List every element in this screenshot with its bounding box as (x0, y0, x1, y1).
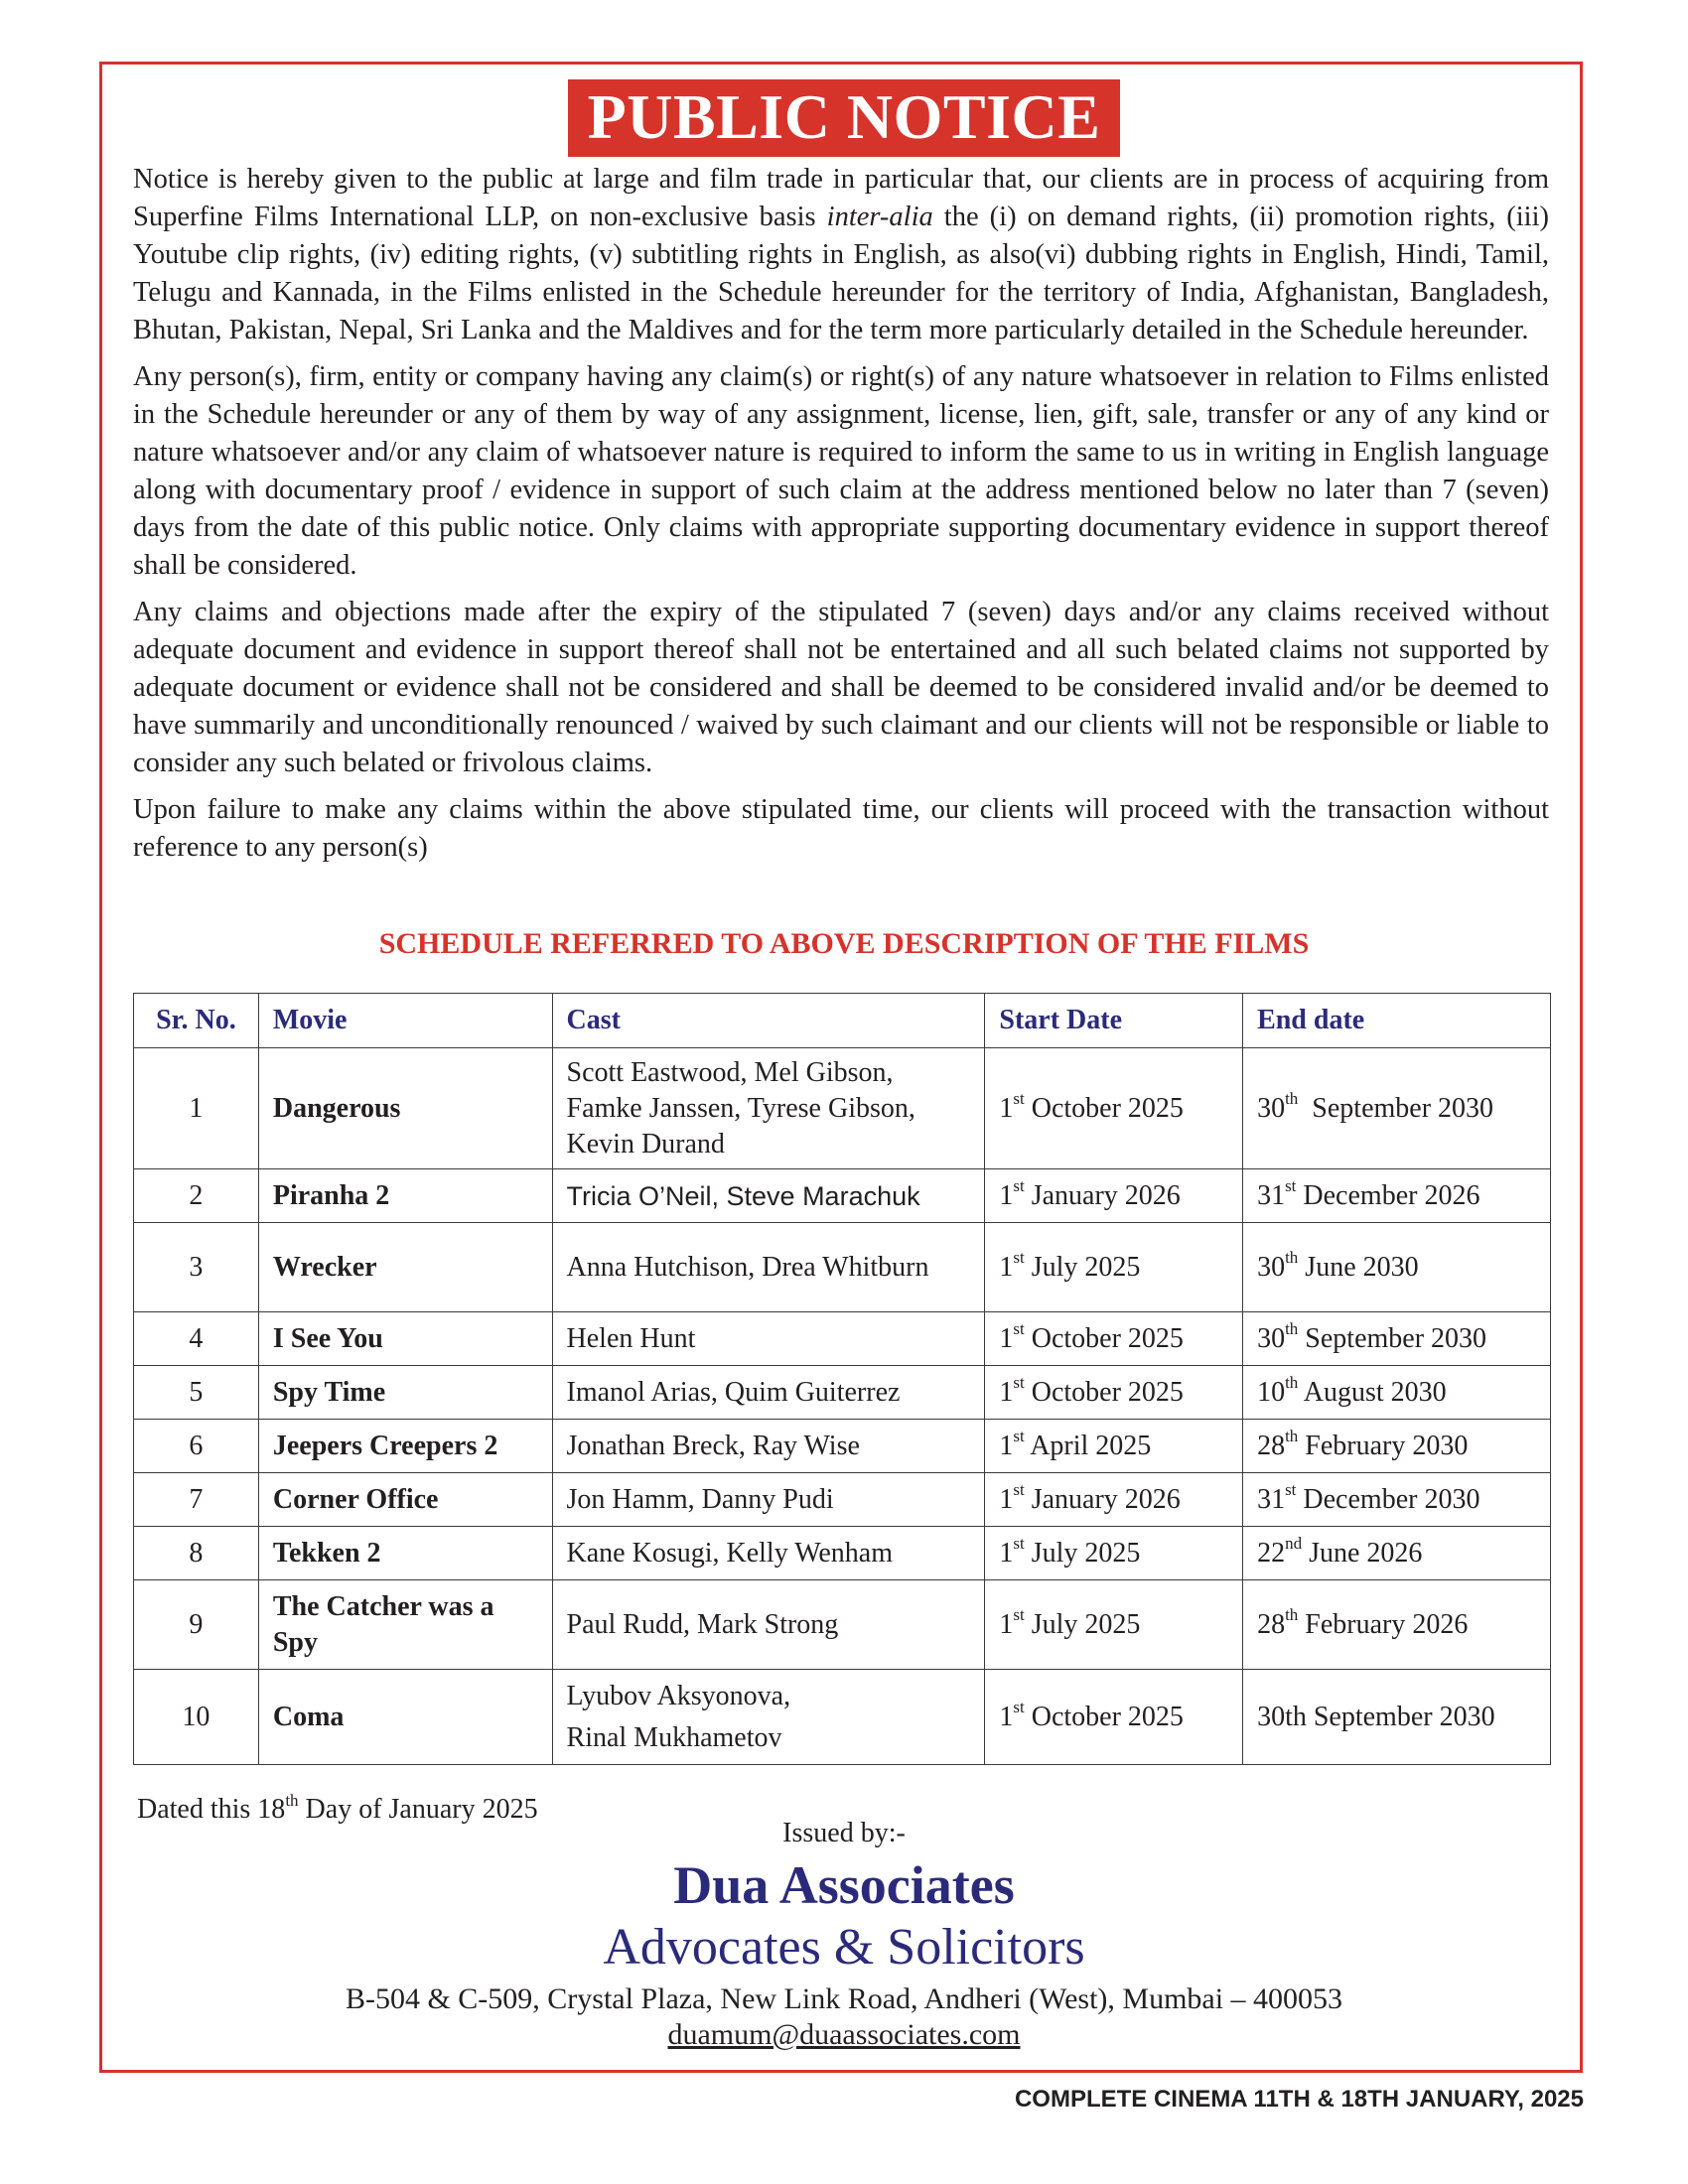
notice-body (133, 161, 1549, 876)
paragraph-1-text-b: the (i) on demand rights, (ii) promotion rights, (iii) Youtube clip rights, (iv) editing rights, (v) subtitling rights in English, as also(vi) dubbing rights in English, Hindi, Tamil, Telugu and Kannada, in the Films enlisted in the Schedule hereunder for the territory of India, Afghanistan, Bangladesh, Bhutan, Pakistan, Nepal, Sri Lanka and the Maldives and for the term more particularly detailed in the Schedule hereunder. (133, 202, 1549, 345)
start-date-cell: 1st January 2026 (985, 1169, 1243, 1223)
table-row (134, 1670, 1551, 1765)
publication-footer: COMPLETE CINEMA 11TH & 18TH JANUARY, 2025 (1014, 2086, 1584, 2113)
sr-no-cell: 9 (134, 1580, 259, 1670)
header-start-date: Start Date (985, 994, 1243, 1048)
firm-address: B-504 & C-509, Crystal Plaza, New Link Road, Andheri (West), Mumbai – 400053 (345, 1982, 1343, 2015)
paragraph-2: Any person(s), firm, entity or company having any claim(s) or right(s) of any nature whatsoever in relation to Films enlisted in the Schedule hereunder or any of them by way of any assignment, license, lien, gift, sale, transfer or any of any kind or nature whatsoever and/or any claim of whatsoever nature is required to inform the same to us in writing in English language along with documentary proof / evidence in support of such claim at the address mentioned below no later than 7 (seven) days from the date of this public notice. Only claims with appropriate supporting documentary evidence in support thereof shall be considered. (133, 361, 1549, 581)
firm-name: Dua Associates (673, 1855, 1015, 1915)
movie-cell: Spy Time (258, 1366, 552, 1420)
table-header-row (134, 994, 1551, 1048)
sr-no-cell: 3 (134, 1223, 259, 1312)
table-row (134, 1580, 1551, 1670)
end-date-cell: 28th February 2026 (1243, 1580, 1551, 1670)
cast-line-1: Lyubov Aksyonova, (566, 1680, 791, 1711)
table-row (134, 1048, 1551, 1169)
sr-no-cell: 5 (134, 1366, 259, 1420)
end-date-cell: 30th September 2030 (1243, 1312, 1551, 1366)
start-date-cell: 1st October 2025 (985, 1048, 1243, 1169)
table-row (134, 1420, 1551, 1473)
cast-cell: Anna Hutchison, Drea Whitburn (552, 1223, 985, 1312)
movie-cell: Piranha 2 (258, 1169, 552, 1223)
start-date-cell: 1st October 2025 (985, 1366, 1243, 1420)
paragraph-1-emphasis: inter-alia (826, 202, 933, 232)
movie-cell: The Catcher was a Spy (258, 1580, 552, 1670)
dated-line: Dated this 18th Day of January 2025 (137, 1790, 538, 1825)
movie-cell: Tekken 2 (258, 1527, 552, 1580)
films-table (133, 993, 1551, 1765)
movie-cell: Jeepers Creepers 2 (258, 1420, 552, 1473)
notice-title: PUBLIC NOTICE (568, 79, 1121, 157)
movie-cell: Wrecker (258, 1223, 552, 1312)
issued-by-label: Issued by:- (782, 1818, 906, 1848)
start-date-cell: 1st October 2025 (985, 1312, 1243, 1366)
end-date-cell: 30th September 2030 (1243, 1670, 1551, 1765)
paragraph-4: Upon failure to make any claims within the above stipulated time, our clients will proceed with the transaction without reference to any person(s) (133, 794, 1549, 863)
paragraph-1-text-a: Notice is hereby given to the public at large and film trade in particular that, our clients are in process of acquiring from Superfine Films International LLP, on non-exclusive basis (133, 164, 1549, 232)
header-movie: Movie (258, 994, 552, 1048)
end-date-cell: 10th August 2030 (1243, 1366, 1551, 1420)
start-date-cell: 1st July 2025 (985, 1223, 1243, 1312)
end-date-cell: 28th February 2030 (1243, 1420, 1551, 1473)
end-date-cell: 22nd June 2026 (1243, 1527, 1551, 1580)
table-row (134, 1312, 1551, 1366)
sr-no-cell: 4 (134, 1312, 259, 1366)
header-end-date: End date (1243, 994, 1551, 1048)
table-row (134, 1473, 1551, 1527)
cast-cell: Imanol Arias, Quim Guiterrez (552, 1366, 985, 1420)
sr-no-cell: 1 (134, 1048, 259, 1169)
cast-cell: Kane Kosugi, Kelly Wenham (552, 1527, 985, 1580)
sr-no-cell: 10 (134, 1670, 259, 1765)
cast-line-2: Rinal Mukhametov (566, 1721, 782, 1753)
paragraph-1 (133, 161, 1549, 349)
end-date-cell: 30th June 2030 (1243, 1223, 1551, 1312)
table-row (134, 1366, 1551, 1420)
header-sr-no: Sr. No. (134, 994, 259, 1048)
sr-no-cell: 7 (134, 1473, 259, 1527)
cast-cell: Jonathan Breck, Ray Wise (552, 1420, 985, 1473)
email-line (0, 2017, 1688, 2053)
table-row (134, 1169, 1551, 1223)
sr-no-cell: 8 (134, 1527, 259, 1580)
movie-cell: I See You (258, 1312, 552, 1366)
start-date-cell: 1st January 2026 (985, 1473, 1243, 1527)
cast-cell (552, 1670, 985, 1765)
end-date-cell: 31st December 2030 (1243, 1473, 1551, 1527)
cast-cell: Scott Eastwood, Mel Gibson, Famke Janssen, Tyrese Gibson, Kevin Durand (552, 1048, 985, 1169)
table-row (134, 1223, 1551, 1312)
movie-cell: Dangerous (258, 1048, 552, 1169)
table-row (134, 1527, 1551, 1580)
start-date-cell: 1st October 2025 (985, 1670, 1243, 1765)
cast-cell: Jon Hamm, Danny Pudi (552, 1473, 985, 1527)
schedule-heading: SCHEDULE REFERRED TO ABOVE DESCRIPTION OF THE FILMS (378, 927, 1310, 960)
paragraph-3: Any claims and objections made after the expiry of the stipulated 7 (seven) days and/or any claims received without adequate document and evidence in support thereof shall not be entertained and all such belated claims not supported by adequate document or evidence shall not be considered and shall be deemed to be considered invalid and/or be deemed to have summarily and unconditionally renounced / waived by such claimant and our clients will not be responsible or liable to consider any such belated or frivolous claims. (133, 597, 1549, 778)
sr-no-cell: 6 (134, 1420, 259, 1473)
end-date-cell: 31st December 2026 (1243, 1169, 1551, 1223)
header-cast: Cast (552, 994, 985, 1048)
firm-subtitle: Advocates & Solicitors (603, 1919, 1085, 1976)
sr-no-cell: 2 (134, 1169, 259, 1223)
start-date-cell: 1st April 2025 (985, 1420, 1243, 1473)
cast-cell: Helen Hunt (552, 1312, 985, 1366)
cast-cell: Tricia O’Neil, Steve Marachuk (552, 1169, 985, 1223)
start-date-cell: 1st July 2025 (985, 1527, 1243, 1580)
cast-cell: Paul Rudd, Mark Strong (552, 1580, 985, 1670)
movie-cell: Coma (258, 1670, 552, 1765)
start-date-cell: 1st July 2025 (985, 1580, 1243, 1670)
end-date-cell: 30th September 2030 (1243, 1048, 1551, 1169)
email-link[interactable]: duamum@duaassociates.com (667, 2018, 1021, 2051)
movie-cell: Corner Office (258, 1473, 552, 1527)
